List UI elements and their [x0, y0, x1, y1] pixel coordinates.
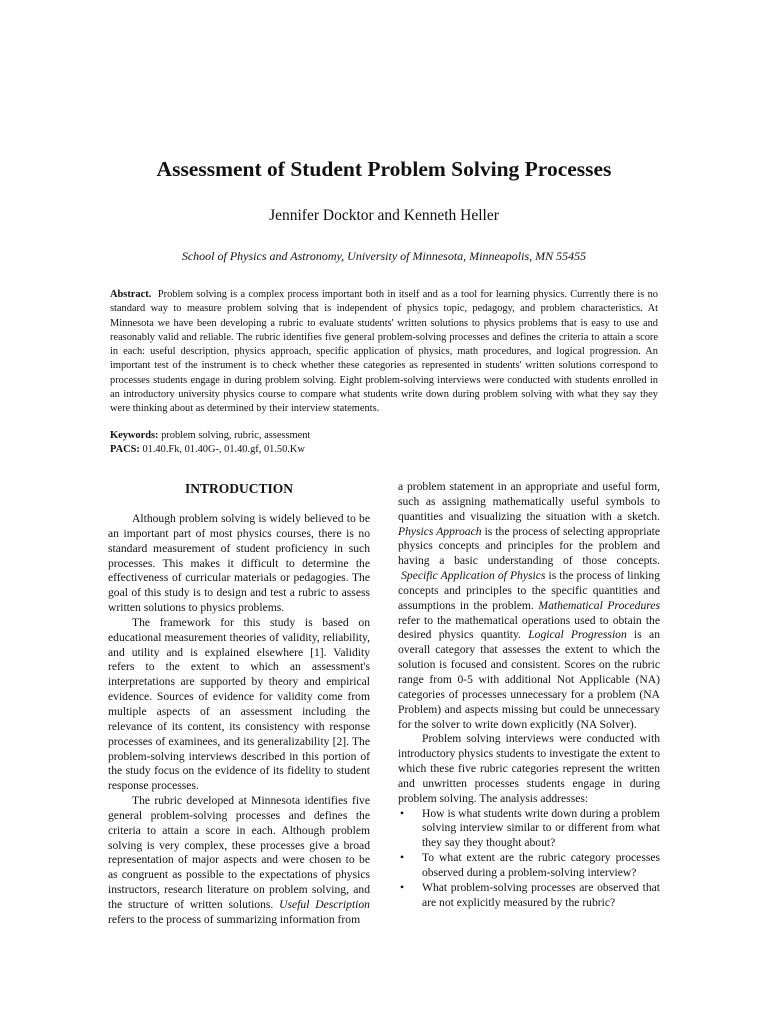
pacs-line	[110, 443, 658, 457]
question-text: To what extent are the rubric category processes observed during a problem-solving interview?	[422, 851, 660, 879]
keywords-label: Keywords:	[110, 430, 159, 441]
r-specific: is the process of linking concepts and principles to the specific quantities and assumptions in the problem.	[398, 569, 660, 612]
list-item	[398, 881, 660, 911]
intro-paragraph-2: The framework for this study is based on educational measurement theories of validity, reliability, and utility and is explained elsewhere [1]. Validity refers to the extent to which an assessment's interpretations are supported by theory and empirical evidence. Sources of evidence for validity come from multiple aspects of an assessment including the relevance of its content, its consistency with response processes of examinees, and its generalizability [2]. The problem-solving interviews described in this portion of the study focus on the evidence of its fidelity to student response processes.	[108, 615, 370, 793]
list-item	[398, 807, 660, 852]
keywords-block	[110, 429, 658, 458]
intro-paragraph-3-continued	[398, 480, 660, 732]
research-questions-list	[398, 807, 660, 911]
question-text: What problem-solving processes are observed that are not explicitly measured by the rubric?	[422, 880, 660, 909]
list-item	[398, 851, 660, 881]
right-column	[398, 480, 660, 910]
term-useful-description: Useful Description	[279, 897, 370, 911]
intro-paragraph-3	[108, 794, 370, 928]
r-math: refer to the mathematical operations used to obtain the desired physics quantity.	[398, 613, 660, 642]
intro-paragraph-1: Although problem solving is widely believed to be an important part of most physics courses, there is no standard measurement of student proficiency in such processes. This makes it difficult to determine the effectiveness of curricular materials or pedagogies. The goal of this study is to design and test a rubric to assess written solutions to physics problems.	[108, 512, 370, 615]
abstract-text: Problem solving is a complex process important both in itself and as a tool for learning physics. Currently there is no standard way to measure problem solving that is independent of physics topic, pedagogy, and problem characteristics. At Minnesota we have been developing a rubric to evaluate students' written solutions to physics problems that is easy to use and reasonably valid and reliable. The rubric identifies five general problem-solving processes and defines the criteria to attain a score in each: useful description, physics approach, specific application of physics, math procedures, and logical progression. An important test of the instrument is to check whether these categories as represented in students' written solutions correspond to processes students engage in during problem solving. Eight problem-solving interviews were conducted with students enrolled in an introductory university physics course to compare what students write down during problem solving with what they say they were thinking about as determined by their interview statements.	[110, 289, 659, 415]
bullet-icon: •	[400, 851, 405, 865]
paper-affiliation: School of Physics and Astronomy, University of Minnesota, Minneapolis, MN 55455	[181, 249, 587, 263]
section-heading-introduction: INTRODUCTION	[184, 481, 293, 496]
pacs-text: 01.40.Fk, 01.40G-, 01.40.gf, 01.50.Kw	[142, 444, 305, 456]
p3-start: The rubric developed at Minnesota identifies five general problem-solving processes and defines the criteria to attain a score in each. Although problem solving is very complex, these processes give a broad representation of major aspects and were chosen to be as congruent as possible to the expectations of physics instructors, research literature on problem solving, and the structure of written solutions.	[108, 794, 370, 911]
keywords-text: problem solving, rubric, assessment	[161, 430, 311, 441]
left-column	[108, 480, 370, 928]
term-logical-progression: Logical Progression	[528, 628, 627, 642]
paper-authors: Jennifer Docktor and Kenneth Heller	[269, 207, 499, 224]
term-mathematical-procedures: Mathematical Procedures	[538, 598, 660, 612]
abstract	[110, 288, 658, 417]
bullet-icon: •	[400, 806, 405, 820]
r-logical: is an overall category that assesses the extent to which the solution is focused and consistent. Scores on the rubric range from 0-5 with additional Not Applicable (NA) categories of processes unnecessary for a problem (NA Problem) and aspects missing but could be unnecessary for the solver to write down explicitly (NA Solver).	[398, 628, 660, 731]
r-approach: is the process of selecting appropriate physics concepts and principles for the problem and having a basic understanding of those concepts.	[398, 524, 660, 568]
r-cont1: a problem statement in an appropriate and useful form, such as assigning mathematically useful symbols to quantities and visualizing the situation with a sketch.	[398, 480, 660, 523]
pacs-label: PACS:	[110, 444, 140, 456]
term-physics-approach: Physics Approach	[398, 524, 482, 538]
term-specific-application: Specific Application of Physics	[401, 569, 546, 583]
keywords-line	[110, 429, 658, 443]
intro-paragraph-4: Problem solving interviews were conducted with introductory physics students to investigate the extent to which these five rubric categories represent the written and unwritten processes students engage in during problem solving. The analysis addresses:	[398, 732, 660, 805]
abstract-label: Abstract.	[110, 289, 152, 300]
bullet-icon: •	[400, 880, 405, 894]
p3-end: refers to the process of summarizing information from	[108, 912, 361, 926]
question-text: How is what students write down during a problem solving interview similar to or different from what they say they thought about?	[422, 806, 660, 850]
paper-title: Assessment of Student Problem Solving Processes	[156, 157, 612, 181]
